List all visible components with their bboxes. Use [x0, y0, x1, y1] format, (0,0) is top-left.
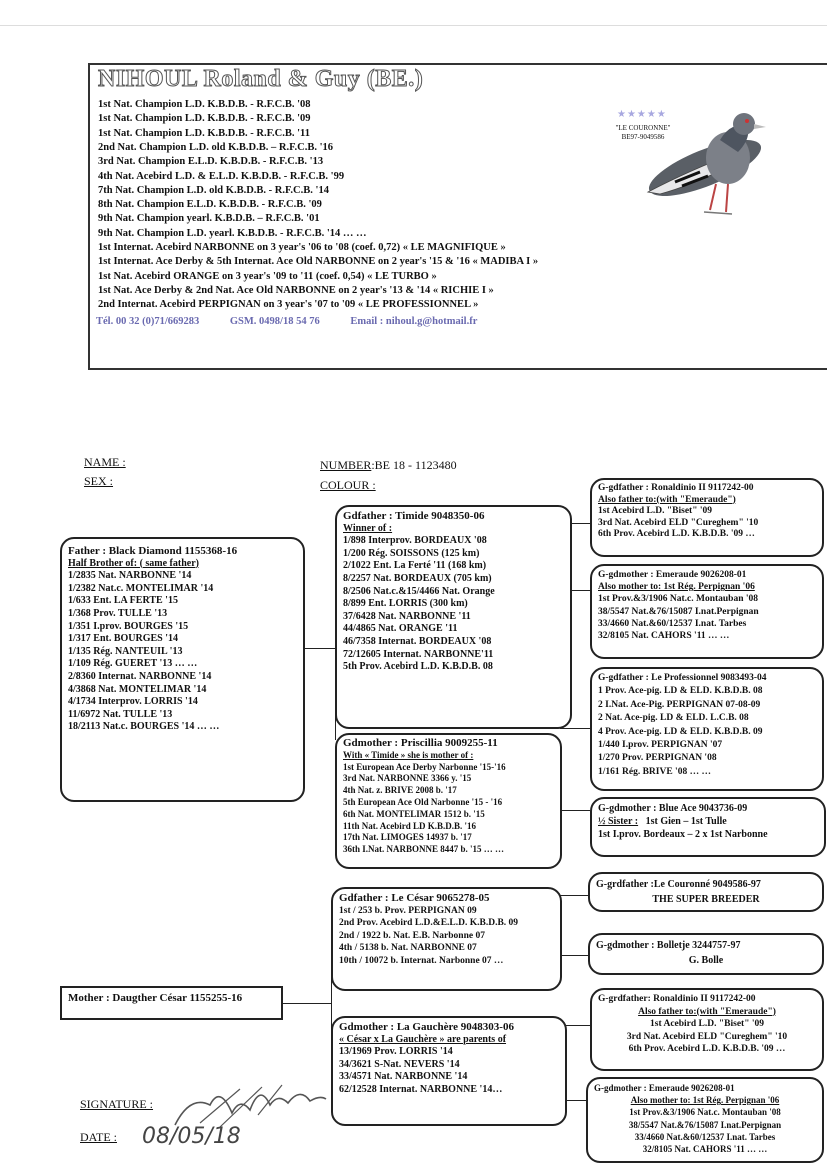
ggm2-subtitle-2: 1st Gien – 1st Tulle — [645, 816, 727, 827]
result-line: 2/8360 Internat. NARBONNE '14 — [68, 670, 212, 682]
great-grandmother-1-box — [590, 564, 824, 659]
result-line: 1/368 Prov. TULLE '13 — [68, 607, 168, 619]
breeder-title: NIHOUL Roland & Guy (BE.) — [98, 66, 424, 92]
gm2-results — [339, 1046, 559, 1096]
gm1-title: Gdmother : Priscillia 9009255-11 — [343, 737, 498, 749]
great-grandfather-1-box — [590, 478, 824, 557]
name-label-text: NAME : — [84, 455, 126, 469]
result-line: 10th / 10072 b. Internat. Narbonne 07 … — [339, 955, 504, 966]
achievement-line: 3rd Nat. Champion E.L.D. K.B.D.B. - R.F.C.B. '13 — [98, 156, 324, 168]
contact-line — [96, 316, 505, 327]
result-line: 1/633 Ent. LA FERTE '15 — [68, 595, 178, 607]
ggf1-results — [598, 506, 816, 541]
result-line: 6th Nat. MONTELIMAR 1512 b. '15 — [343, 808, 485, 819]
achievement-line: 1st Nat. Champion L.D. K.B.D.B. - R.F.C.B. '08 — [98, 99, 311, 110]
result-line: 5th European Ace Old Narbonne '15 - '16 — [343, 796, 503, 807]
ggm4-title: G-gdmother : Emeraude 9026208-01 — [594, 1083, 735, 1093]
result-line: 33/4660 Nat.&60/12537 I.nat. Tarbes — [598, 618, 747, 629]
achievement-line: 4th Nat. Acebird L.D. & E.L.D. K.B.D.B. - R.F.C.B. '99 — [98, 170, 345, 182]
ggf2-results — [598, 685, 816, 779]
connector — [565, 1025, 590, 1026]
result-line: 72/12605 Internat. NARBONNE'11 — [343, 648, 494, 660]
result-line: 5th Prov. Acebird L.D. K.B.D.B. 08 — [343, 661, 493, 673]
colour-label — [320, 478, 376, 493]
connector — [560, 728, 590, 729]
connector — [283, 1003, 331, 1004]
result-line: 1/200 Rég. SOISSONS (125 km) — [343, 547, 480, 559]
grandfather-maternal-box — [331, 887, 562, 991]
ggf1-title: G-gdfather : Ronaldinio II 9117242-00 — [598, 483, 754, 493]
result-line: 32/8105 Nat. CAHORS '11 … … — [642, 1144, 768, 1155]
result-line: 8/2257 Nat. BORDEAUX (705 km) — [343, 572, 492, 584]
result-line: 1/109 Rég. GUERET '13 … … — [68, 658, 198, 670]
result-line: 38/5547 Nat.&76/15087 I.nat.Perpignan — [598, 606, 759, 617]
achievement-line: 2nd Nat. Champion L.D. old K.B.D.B. – R.F.C.B. '16 — [98, 141, 334, 153]
result-line: 1st European Ace Derby Narbonne '15-'16 — [343, 761, 506, 772]
connector — [305, 648, 335, 649]
great-grandfather-3-box — [588, 872, 824, 912]
result-line: 44/4865 Nat. ORANGE '11 — [343, 623, 458, 635]
ggf1-subtitle: Also father to:(with "Emeraude") — [598, 494, 736, 505]
achievement-line: 9th Nat. Champion yearl. K.B.D.B. – R.F.C.B. '01 — [98, 213, 320, 225]
gf1-results — [343, 535, 564, 674]
gsm: GSM. 0498/18 54 76 — [229, 316, 320, 327]
photo-caption-ring: BE97-9049586 — [621, 133, 665, 141]
result-line: 18/2113 Nat.c. BOURGES '14 … … — [68, 721, 220, 733]
ggm1-results — [598, 593, 816, 642]
gm2-subtitle: « César x La Gauchère » are parents of — [339, 1033, 507, 1045]
result-line: 8/899 Ent. LORRIS (300 km) — [343, 598, 468, 610]
connector — [560, 955, 588, 956]
result-line: 38/5547 Nat.&76/15087 I.nat.Perpignan — [628, 1119, 782, 1130]
father-box — [60, 537, 305, 802]
result-line: 4/1734 Interprov. LORRIS '14 — [68, 696, 198, 708]
achievement-line: 1st Internat. Ace Derby & 5th Internat. Ace Old NARBONNE on 2 year's '15 & '16 « MADIBA I » — [98, 256, 539, 268]
achievement-line: 7th Nat. Champion L.D. old K.B.D.B. - R.F.C.B. '14 — [98, 184, 329, 196]
gf1-subtitle: Winner of : — [343, 522, 393, 534]
result-line: 62/12528 Internat. NARBONNE '14… — [339, 1083, 503, 1095]
result-line: 1st Acebird L.D. "Biset" '09 — [598, 506, 712, 517]
achievement-line: 1st Nat. Acebird ORANGE on 3 year's '09 to '11 (coef. 0,54) « LE TURBO » — [98, 270, 437, 282]
gm1-subtitle: With « Timide » she is mother of : — [343, 749, 474, 760]
connector — [560, 810, 590, 811]
gm2-title: Gdmother : La Gauchère 9048303-06 — [339, 1021, 514, 1033]
grandmother-paternal-box — [335, 733, 562, 869]
colour-label-text: COLOUR : — [320, 478, 376, 492]
ggm3-line: G. Bolle — [688, 955, 724, 966]
result-line: 4 Prov. Ace-pig. LD & ELD. K.B.D.B. 09 — [598, 726, 763, 737]
email: Email : nihoul.g@hotmail.fr — [350, 316, 478, 327]
gm1-results — [343, 762, 554, 856]
date-label — [80, 1130, 117, 1145]
pigeon-photo — [620, 100, 770, 225]
result-line: 46/7358 Internat. BORDEAUX '08 — [343, 635, 492, 647]
achievement-line: 8th Nat. Champion E.L.D. K.B.D.B. - R.F.C.B. '09 — [98, 199, 322, 211]
result-line: 34/3621 S-Nat. NEVERS '14 — [339, 1058, 460, 1070]
result-line: 2 Nat. Ace-pig. LD & ELD. L.C.B. 08 — [598, 713, 749, 724]
great-grandmother-2-box — [590, 797, 826, 857]
number-label: NUMBER — [320, 458, 372, 472]
father-subtitle: Half Brother of: ( same father) — [68, 557, 199, 569]
result-line: 11/6972 Nat. TULLE '13 — [68, 708, 173, 720]
father-title: Father : Black Diamond 1155368-16 — [68, 545, 238, 557]
connector — [560, 895, 588, 896]
date-label-text: DATE : — [80, 1130, 117, 1144]
ggm1-title: G-gdmother : Emeraude 9026208-01 — [598, 570, 747, 580]
result-line: 11th Nat. Acebird LD K.B.D.B. '16 — [343, 820, 477, 831]
result-line: 32/8105 Nat. CAHORS '11 … … — [598, 631, 730, 642]
achievement-line: 1st Nat. Champion L.D. K.B.D.B. - R.F.C.B. '09 — [98, 113, 311, 125]
ggf3-line: THE SUPER BREEDER — [652, 894, 760, 905]
ggf4-results — [598, 1018, 816, 1056]
result-line: 3rd Nat. NARBONNE 3366 y. '15 — [343, 773, 472, 784]
photo-caption-name: "LE COURONNE" — [615, 124, 671, 132]
signature-label — [80, 1097, 153, 1112]
result-line: 4th / 5138 b. Nat. NARBONNE 07 — [339, 943, 477, 954]
great-grandmother-4-box — [586, 1077, 824, 1163]
date-value: 08/05/18 — [142, 1124, 241, 1149]
connector — [570, 523, 590, 524]
gf2-results — [339, 905, 554, 968]
achievement-line: 1st Internat. Acebird NARBONNE on 3 year's '06 to '08 (coef. 0,72) « LE MAGNIFIQUE » — [98, 242, 506, 253]
ggm1-subtitle: Also mother to: 1st Rég. Perpignan '06 — [598, 582, 755, 593]
result-line: 4/3868 Nat. MONTELIMAR '14 — [68, 683, 207, 695]
ggf4-subtitle: Also father to:(with "Emeraude") — [638, 1006, 776, 1017]
ggm2-results — [598, 828, 818, 841]
result-line: 1 Prov. Ace-pig. LD & ELD. K.B.D.B. 08 — [598, 686, 763, 697]
result-line: 1/135 Rég. NANTEUIL '13 — [68, 645, 183, 657]
ggm4-subtitle: Also mother to: 1st Rég. Perpignan '06 — [630, 1095, 780, 1106]
father-results — [68, 570, 297, 734]
great-grandmother-3-box — [588, 933, 824, 975]
ggf3-title: G-grdfather :Le Couronné 9049586-97 — [596, 879, 761, 890]
rating-stars: ★★★★★ — [617, 109, 667, 120]
achievement-line: 2nd Internat. Acebird PERPIGNAN on 3 year's '07 to '09 « LE PROFESSIONNEL » — [98, 299, 479, 311]
result-line: 33/4660 Nat.&60/12537 I.nat. Tarbes — [634, 1131, 776, 1142]
result-line: 1/440 I.prov. PERPIGNAN '07 — [598, 740, 723, 751]
result-line: 1/161 Rég. BRIVE '08 … … — [598, 766, 711, 777]
result-line: 1/898 Interprov. BORDEAUX '08 — [343, 535, 487, 547]
top-rule — [0, 25, 827, 26]
result-line: 2/1022 Ent. La Ferté '11 (168 km) — [343, 560, 487, 572]
result-line: 3rd Nat. Acebird ELD "Cureghem" '10 — [626, 1031, 788, 1042]
result-line: 1/270 Prov. PERPIGNAN '08 — [598, 753, 717, 764]
result-line: 36th I.Nat. NARBONNE 8447 b. '15 … … — [343, 844, 505, 855]
gf1-title: Gdfather : Timide 9048350-06 — [343, 510, 485, 522]
ggm4-results — [594, 1106, 816, 1155]
number-field — [320, 458, 457, 473]
achievement-line: 1st Nat. Ace Derby & 2nd Nat. Ace Old NARBONNE on 2 year's '13 & '14 « RICHIE I » — [98, 284, 494, 296]
ggm3-title: G-gdmother : Bolletje 3244757-97 — [596, 940, 741, 951]
number-value: :BE 18 - 1123480 — [371, 458, 457, 472]
result-line: 2nd Prov. Acebird L.D.&E.L.D. K.B.D.B. 09 — [339, 918, 519, 929]
result-line: 1st I.prov. Bordeaux – 2 x 1st Narbonne — [598, 829, 768, 840]
sex-label — [84, 474, 113, 489]
result-line: 1st / 253 b. Prov. PERPIGNAN 09 — [339, 905, 477, 916]
result-line: 17th Nat. LIMOGES 14937 b. '17 — [343, 832, 472, 843]
result-line: 1st Prov.&3/1906 Nat.c. Montauban '08 — [629, 1107, 781, 1118]
result-line: 2 I.Nat. Ace-Pig. PERPIGNAN 07-08-09 — [598, 699, 761, 710]
result-line: 1/351 I.prov. BOURGES '15 — [68, 620, 189, 632]
result-line: 2nd / 1922 b. Nat. E.B. Narbonne 07 — [339, 930, 485, 941]
result-line: 1st Acebird L.D. "Biset" '09 — [650, 1019, 764, 1030]
achievement-line: 1st Nat. Champion L.D. K.B.D.B. - R.F.C.B. '11 — [98, 127, 310, 139]
mother-box — [60, 986, 283, 1020]
gf2-title: Gdfather : Le César 9065278-05 — [339, 892, 490, 904]
result-line: 1/2835 Nat. NARBONNE '14 — [68, 570, 192, 582]
connector — [570, 590, 590, 591]
grandmother-maternal-box — [331, 1016, 567, 1126]
grandfather-paternal-box — [335, 505, 572, 729]
result-line: 6th Prov. Acebird L.D. K.B.D.B. '09 … — [598, 529, 755, 540]
result-line: 6th Prov. Acebird L.D. K.B.D.B. '09 … — [628, 1044, 786, 1055]
ggf4-title: G-grdfather: Ronaldinio II 9117242-00 — [598, 994, 756, 1004]
result-line: 1st Prov.&3/1906 Nat.c. Montauban '08 — [598, 594, 759, 605]
result-line: 13/1969 Prov. LORRIS '14 — [339, 1046, 453, 1058]
signature-label-text: SIGNATURE : — [80, 1097, 154, 1111]
mother-title: Mother : Daugther César 1155255-16 — [68, 992, 243, 1004]
ggm2-subtitle: ½ Sister : — [598, 816, 639, 827]
result-line: 1/317 Ent. BOURGES '14 — [68, 633, 179, 645]
great-grandfather-2-box — [590, 667, 824, 791]
result-line: 3rd Nat. Acebird ELD "Cureghem" '10 — [598, 517, 759, 528]
sex-label-text: SEX : — [84, 474, 114, 488]
result-line: 33/4571 Nat. NARBONNE '14 — [339, 1071, 468, 1083]
achievement-line: 9th Nat. Champion L.D. yearl. K.B.D.B. - R.F.C.B. '14 … … — [98, 227, 367, 239]
result-line: 4th Nat. z. BRIVE 2008 b. '17 — [343, 785, 457, 796]
phone: Tél. 00 32 (0)71/669283 — [96, 316, 200, 327]
result-line: 37/6428 Nat. NARBONNE '11 — [343, 610, 471, 622]
result-line: 1/2382 Nat.c. MONTELIMAR '14 — [68, 582, 214, 594]
name-label — [84, 455, 126, 470]
ggm2-sister-line — [598, 815, 818, 828]
ggm2-title: G-gdmother : Blue Ace 9043736-09 — [598, 803, 748, 814]
result-line: 8/2506 Nat.c.&15/4466 Nat. Orange — [343, 585, 495, 597]
great-grandfather-4-box — [590, 988, 824, 1071]
ggf2-title: G-gdfather : Le Professionnel 9083493-04 — [598, 673, 767, 683]
